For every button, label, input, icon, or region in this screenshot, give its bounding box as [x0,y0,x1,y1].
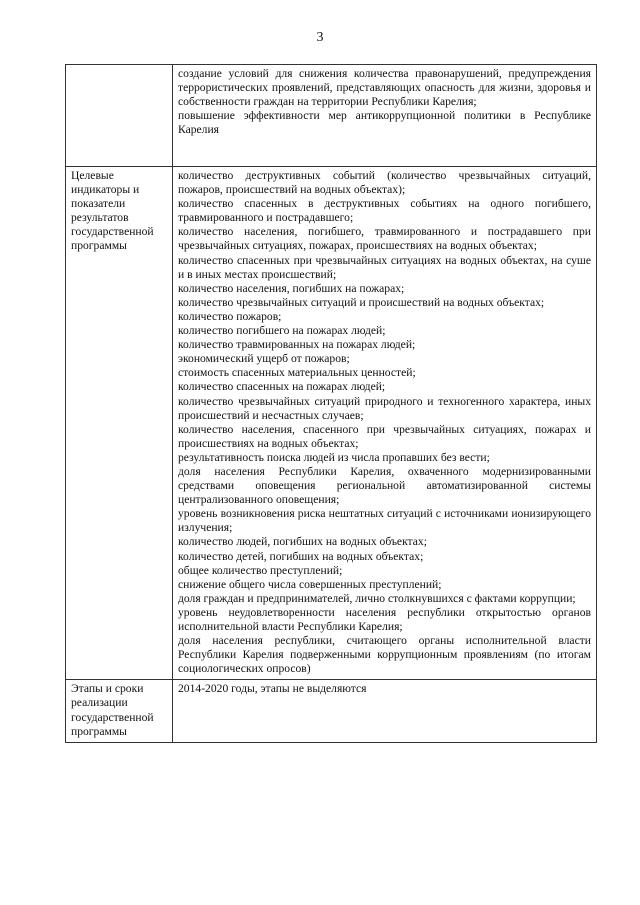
page-number: 3 [316,30,324,45]
list-item: количество людей, погибших на водных объектах; [178,535,427,549]
list-item: уровень возникновения риска нештатных ситуаций с источниками ионизирующего излучения; [178,507,591,535]
list-item: количество погибшего на пожарах людей; [178,324,386,338]
list-item: повышение эффективности мер антикоррупционной политики в Республике Карелия [178,109,591,137]
list-item: количество травмированных на пожарах людей; [178,338,416,352]
list-item: количество чрезвычайных ситуаций и происшествий на водных объектах; [178,295,545,309]
row-content [173,680,597,742]
list-item: количество населения, спасенного при чрезвычайных ситуациях, пожарах и происшествиях на водных объектах; [178,422,591,450]
list-item: доля населения республики, считающего органы исполнительной власти Республики Карелия подверженными коррупционным проявлениям (по итогам социологических опросов) [178,634,591,676]
list-item: общее количество преступлений; [178,563,343,577]
row-content [173,65,597,167]
row-label [66,65,173,167]
list-item: количество пожаров; [178,309,282,323]
list-item: результативность поиска людей из числа пропавших без вести; [178,450,490,464]
list-item: количество населения, погибшего, травмированного и пострадавшего при чрезвычайных ситуациях, пожарах, происшествиях на водных объектах; [178,225,591,253]
list-item: стоимость спасенных материальных ценностей; [178,366,416,380]
list-item: снижение общего числа совершенных преступлений; [178,577,442,591]
table-row [66,167,597,680]
table-row [66,65,597,167]
list-item: уровень неудовлетворенности населения республики открытостью органов исполнительной власти Республики Карелия; [178,605,591,633]
list-item: экономический ущерб от пожаров; [178,352,350,366]
row-label: Этапы и сроки реализации государственной программы [66,680,173,742]
list-item: количество спасенных на пожарах людей; [178,380,386,394]
list-item: создание условий для снижения количества правонарушений, предупреждения террористических проявлений, представляющих опасность для жизни, здоровья и собственности граждан на территории Республики Карелия; [178,67,591,109]
list-item: количество населения, погибших на пожарах; [178,281,405,295]
program-passport-table [65,64,597,743]
list-item: количество спасенных при чрезвычайных ситуациях на водных объектах, на суше и в иных местах происшествий; [178,253,591,281]
list-item: количество деструктивных событий (количество чрезвычайных ситуаций, пожаров, происшествий на водных объектах); [178,169,591,197]
list-item: 2014-2020 годы, этапы не выделяются [178,682,367,696]
list-item: доля граждан и предпринимателей, лично столкнувшихся с фактами коррупции; [178,591,576,605]
table-row [66,680,597,742]
row-label: Целевые индикаторы и показатели результатов государственной программы [66,167,173,680]
list-item: количество спасенных в деструктивных событиях на одного погибшего, травмированного и пострадавшего; [178,197,591,225]
list-item: количество чрезвычайных ситуаций природного и техногенного характера, иных происшествий и несчастных случаев; [178,394,591,422]
row-content [173,167,597,680]
list-item: доля населения Республики Карелия, охваченного модернизированными средствами оповещения региональной автоматизированной системы централизованного оповещения; [178,464,591,507]
list-item: количество детей, погибших на водных объектах; [178,549,424,563]
